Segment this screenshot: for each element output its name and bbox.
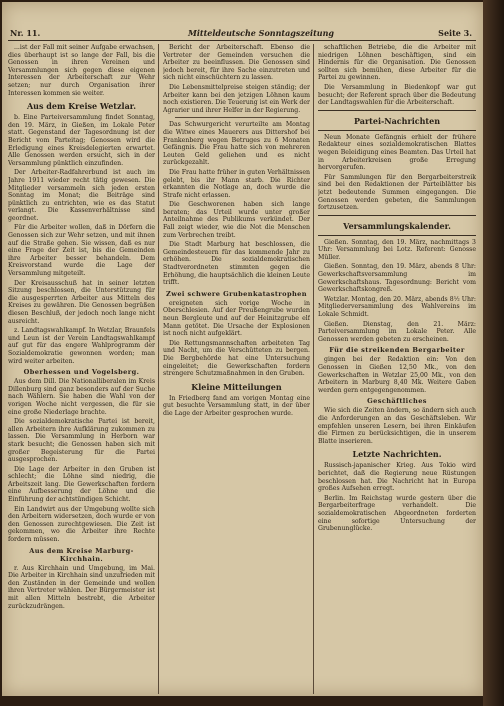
section-heading: Oberhessen und Vogelsberg. <box>23 368 140 377</box>
column-rule <box>158 44 159 694</box>
paragraph: Wie sich die Zeiten ändern, so ändern sich auch die Anforderungen an das Geschäftsleben. Wir empfehlen unseren Lesern, bei ihren Einkäufen die Firmen zu berücksichtigen, die in unserem Blatte inserieren. <box>318 407 476 445</box>
section-heading: Zwei schwere Grubenkatastrophen <box>166 289 307 298</box>
paragraph: Die Versammlung in Biedenkopf war gut besucht; der Referent sprach über die Bedeutung der Landtagswahlen für die Arbeiterschaft. <box>318 83 476 107</box>
paragraph: Die Stadt Marburg hat beschlossen, die Gemeindesteuern für das kommende Jahr zu erhöhen. Die sozialdemokratischen Stadtverordneten stimmten gegen die Erhöhung, die hauptsächlich die kleinen Leute trifft. <box>163 241 310 287</box>
section-box <box>318 215 476 236</box>
page-number-left: Nr. 11. <box>10 28 41 38</box>
paragraph: Die Lebensmittelpreise steigen ständig; der Arbeiter kann bei den jetzigen Löhnen kaum noch existieren. Die Teuerung ist ein Werk der Agrarier und ihrer Helfer in der Regierung. <box>163 83 310 114</box>
paper-title: Mitteldeutsche Sonntagszeitung <box>188 28 334 38</box>
paragraph: Berlin. Im Reichstag wurde gestern über die Bergarbeiterfrage verhandelt. Die sozialdemokratischen Abgeordneten forderten eine sofortige Untersuchung der Grubenunglücke. <box>318 494 476 533</box>
paragraph: Der Kreisausschuß hat in seiner letzten Sitzung beschlossen, die Unterstützung für die ausgesperrten Arbeiter aus Mitteln des Kreises zu gewähren. Die Genossen begrüßen diesen Beschluß, der jedoch noch lange nicht ausreicht. <box>8 279 155 325</box>
paragraph: Ein Landwirt aus der Umgebung wollte sich den Arbeitern widersetzen, doch wurde er von den Genossen zurechtgewiesen. Die Zeit ist gekommen, wo die Arbeiter ihre Rechte fordern müssen. <box>8 505 155 544</box>
paragraph: Aus dem Dill. Die Nationalliberalen im Kreis Dillenburg sind ganz besonders auf der Suche nach Wählern. Sie haben die Wahl von der vorigen Woche nicht vergessen, die für sie eine große Niederlage brachte. <box>8 378 155 416</box>
paragraph: z. Landtagswahlkampf. In Wetzlar, Braunfels und Leun ist der Verein Landtagswahlkampf auf gut für das engere Wahlprogramm der Sozialdemokratie gewonnen worden; man wird weiter arbeiten. <box>8 327 155 365</box>
paragraph: In Friedberg fand am vorigen Montag eine gut besuchte Versammlung statt, in der über die Lage der Arbeiter gesprochen wurde. <box>163 394 310 417</box>
separator <box>175 117 298 118</box>
paragraph: ...ist der Fall mit seiner Aufgabe erwachsen, dies überhaupt ist so lange der Fall, bis die Genossen in ihren Vereinen und Versammlungen sich gegen diese eigenen Interessen der Arbeiterschaft zur Wehr setzen; nur durch Organisation ihrer Interessen kommen sie weiter. <box>8 44 155 97</box>
column-3 <box>318 44 476 694</box>
paragraph: Die Frau hatte früher in guten Verhältnissen gelebt, bis ihr Mann starb. Die Richter erkannten die Notlage an, doch wurde die Strafe nicht erlassen. <box>163 168 310 199</box>
newspaper-page <box>2 2 483 696</box>
paragraph: ereigneten sich vorige Woche in Oberschlesien. Auf der Preußengrube wurden neun Bergleute und auf der Heinitzgrube elf Mann getötet. Die Ursache der Explosionen ist noch nicht aufgeklärt. <box>163 299 310 338</box>
paragraph: schaftlichen Betriebe, die die Arbeiter mit niedrigen Löhnen beschäftigen, sind ein Hindernis für die Organisation. Die Genossen sollten sich bemühen, diese Arbeiter für die Partei zu gewinnen. <box>318 44 476 82</box>
paragraph: Die Rettungsmannschaften arbeiteten Tag und Nacht, um die Verschütteten zu bergen. Die Bergbehörde hat eine Untersuchung eingeleitet; die Gewerkschaften fordern strengere Schutzmaßnahmen in den Gruben. <box>163 339 310 378</box>
section-heading: Partei-Nachrichten <box>353 115 441 126</box>
page-header <box>8 26 476 41</box>
section-box <box>318 110 476 131</box>
paragraph: Wetzlar. Montag, den 20. März, abends 8½ Uhr: Mitgliederversammlung des Wahlvereins im Lokale Schmidt. <box>318 295 476 319</box>
section-heading: Letzte Nachrichten. <box>352 449 442 460</box>
section-heading: Versammlungskalender. <box>343 220 451 231</box>
column-rule <box>313 44 314 694</box>
paragraph: Gießen. Sonntag, den 19. März, nachmittags 3 Uhr: Versammlung bei Lotz. Referent: Genosse Müller. <box>318 238 476 261</box>
paragraph: Die sozialdemokratische Partei ist bereit, allen Arbeitern ihre Aufklärung zukommen zu lassen. Die Versammlung in Herborn war stark besucht; die Genossen haben sich mit großer Begeisterung für die Partei ausgesprochen. <box>8 418 155 464</box>
paragraph: Russisch-japanischer Krieg. Aus Tokio wird berichtet, daß die Regierung neue Rüstungen beschlossen hat. Die Nachricht hat in Europa großes Aufsehen erregt. <box>318 462 476 493</box>
section-heading: Geschäftliches <box>367 397 427 406</box>
paragraph: Gießen. Sonntag, den 19. März, abends 8 Uhr: Gewerkschaftsversammlung im Gewerkschaftshaus. Tagesordnung: Bericht vom Gewerkschaftskongreß. <box>318 263 476 294</box>
paragraph: Neun Monate Gefängnis erhielt der frühere Redakteur eines sozialdemokratischen Blattes wegen Beleidigung eines Beamten. Das Urteil hat in Arbeiterkreisen große Erregung hervorgerufen. <box>318 133 476 172</box>
paragraph: b. Eine Parteiversammlung findet Sonntag, den 19. März, in Gießen, im Lokale Peter statt. Gegenstand der Tagesordnung ist der Bericht vom Parteitag; Genossen wird die Erledigung eines Kreisdelegierten erwartet. Alle Genossen werden ersucht, sich in der Versammlung pünktlich einzufinden. <box>8 114 155 167</box>
book-binding-edge <box>483 0 504 706</box>
paragraph: Gießen. Dienstag, den 21. März: Parteiversammlung im Lokale Peter. Alle Genossen werden gebeten zu erscheinen. <box>318 320 476 343</box>
column-2 <box>163 44 310 694</box>
section-heading: Für die streikenden Bergarbeiter <box>329 346 465 355</box>
paragraph: Die Lage der Arbeiter in den Gruben ist schlecht; die Löhne sind niedrig, die Arbeitszeit lang. Die Gewerkschaften fordern eine Aufbesserung der Löhne und die Einführung der achtstündigen Schicht. <box>8 465 155 504</box>
paragraph: Die Geschworenen haben sich lange beraten; das Urteil wurde unter großer Anteilnahme des Publikums verkündet. Der Fall zeigt wieder, wie die Not die Menschen zum Verbrechen treibt. <box>163 201 310 239</box>
section-heading: Kleine Mitteilungen <box>191 381 282 392</box>
paragraph: gingen bei der Redaktion ein: Von den Genossen in Gießen 12,50 Mk., von den Gewerkschaften in Wetzlar 25,00 Mk., von den Arbeitern in Marburg 8,40 Mk. Weitere Gaben werden gern entgegengenommen. <box>318 356 476 394</box>
paragraph: Das Schwurgericht verurteilte am Montag die Witwe eines Mauerers aus Dittershof bei Frankenberg wegen Betruges zu 6 Monaten Gefängnis. Die Frau hatte sich von mehreren Leuten Geld geliehen und es nicht zurückgezahlt. <box>163 121 310 167</box>
paragraph: Für Sammlungen für den Bergarbeiterstreik sind bei den Redaktionen der Parteiblätter bis jetzt bedeutende Summen eingegangen. Die Genossen werden gebeten, die Sammlungen fortzusetzen. <box>318 173 476 212</box>
paragraph: Bericht der Arbeiterschaft. Ebenso die Vertreter der Gemeinden versuchen die Arbeiter zu beeinflussen. Die Genossen sind jedoch bereit, für ihre Sache einzutreten und sich nicht einschüchtern zu lassen. <box>163 44 310 82</box>
column-1 <box>8 44 155 694</box>
paragraph: Für die Arbeiter wollen, daß in Dörfern die Genossen sich zur Wehr setzen, und mit ihnen auf die Straße gehen. Sie wissen, daß es nur eine Frage der Zeit ist, bis die Gemeinden ihre Arbeiter besser behandeln. Dem Kreisvorstand wurde die Lage der Versammlung mitgeteilt. <box>8 224 155 278</box>
page-number-right: Seite 3. <box>438 28 472 38</box>
section-heading: Aus dem Kreise Marburg-Kirchhain. <box>29 546 134 563</box>
paragraph: Der Arbeiter-Radfahrerbund ist auch im Jahre 1911 wieder recht tätig gewesen. Die Mitglieder versammeln sich jeden ersten Sonntag im Monat; die Beiträge sind pünktlich zu entrichten, wie es das Statut verlangt. Die Kassenverhältnisse sind geordnet. <box>8 169 155 222</box>
section-heading: Aus dem Kreise Wetzlar. <box>26 101 137 112</box>
paragraph: r. Aus Kirchhain und Umgebung, im Mai. Die Arbeiter in Kirchhain sind unzufrieden mit den Zuständen in der Gemeinde und wollen ihren Vertreter wählen. Der Bürgermeister ist mit allen Mitteln bestrebt, die Arbeiter zurückzudrängen. <box>8 564 155 610</box>
